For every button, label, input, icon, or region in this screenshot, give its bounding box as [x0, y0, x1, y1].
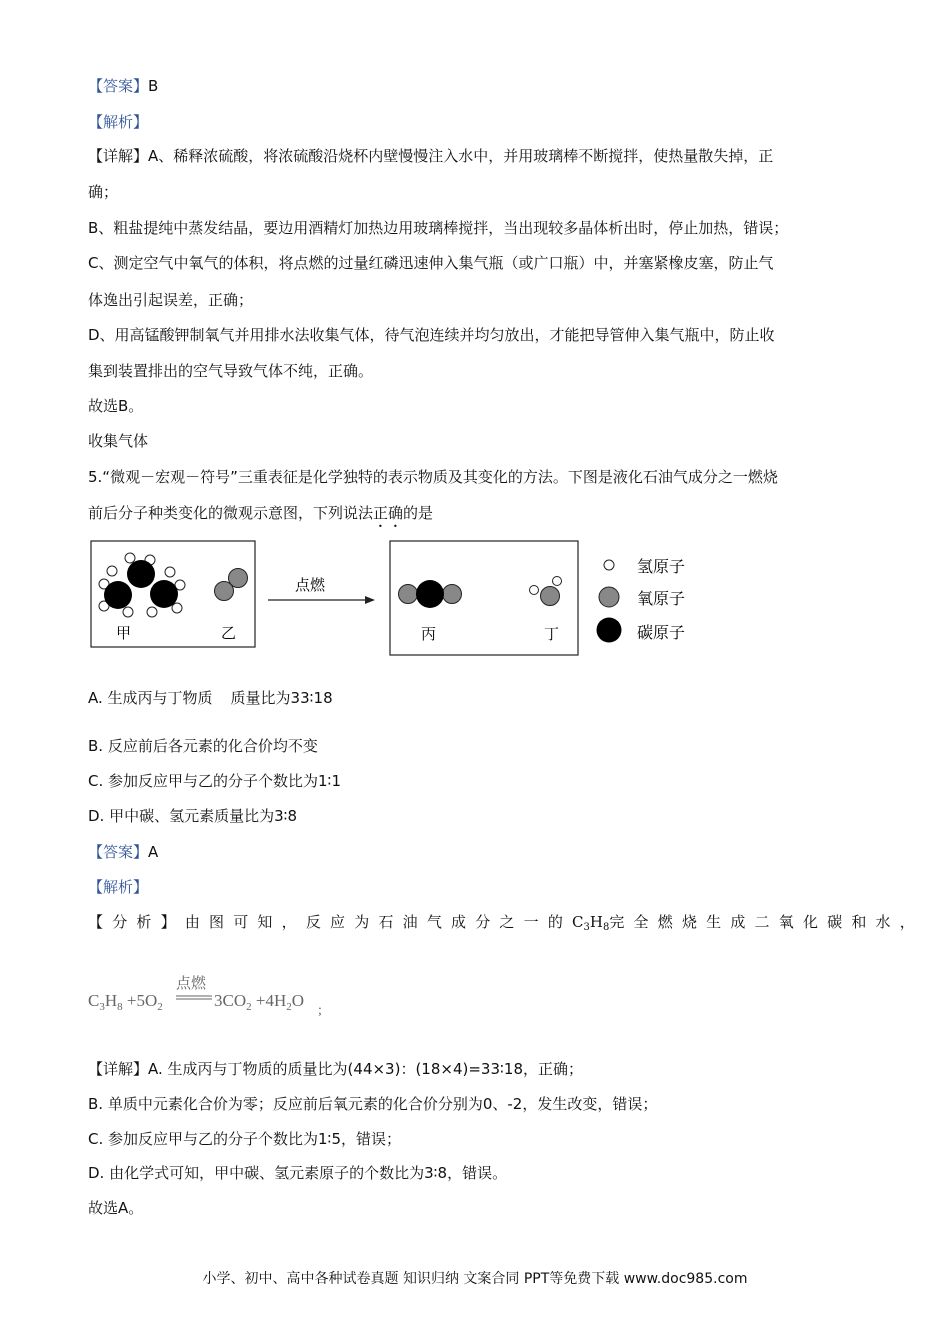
- page-footer: 小学、初中、高中各种试卷真题 知识归纳 文案合同 PPT等免费下载 www.doc985.com: [202, 1271, 748, 1287]
- equation-products: $3CO_2 +4H_2O$: [214, 991, 305, 1013]
- propane-formula: $C_3H_8$: [572, 913, 610, 933]
- detail-label: 【详解】: [88, 147, 149, 165]
- q5-analysis-label: 【解析】: [88, 878, 149, 896]
- q4-detail-c: C、测定空气中氧气的体积，将点燃的过量红磷迅速伸入集气瓶（或广口瓶）中，并塞紧橡皮塞，防止气: [88, 254, 774, 272]
- label-yi: 乙: [221, 624, 237, 642]
- equation-reactant-propane: $C_3H_8 +5O_2$: [88, 991, 163, 1013]
- label-ding: 丁: [544, 625, 560, 643]
- q5-option-d: D. 甲中碳、氢元素质量比为3∶8: [88, 807, 298, 825]
- legend-hydrogen: 氢原子: [637, 557, 686, 576]
- equation-condition: 点燃: [176, 976, 207, 992]
- stem-text: 前后分子种类变化的微观示意图，下列说法: [88, 504, 374, 522]
- q5-option-a: [88, 688, 333, 708]
- stem-text-end: 的是: [403, 504, 434, 522]
- q5-option-b: B. 反应前后各元素的化合价均不变: [88, 737, 318, 755]
- q5-conclusion: 故选A。: [88, 1199, 144, 1217]
- emphasis-word: 正确: [373, 504, 404, 522]
- q5-analysis-text: [88, 912, 924, 938]
- water-molecule-icon: [530, 577, 562, 606]
- hydrogen-atom-icon: [604, 560, 614, 570]
- arrow-head-icon: [365, 596, 375, 604]
- q4-detail-b: B、粗盐提纯中蒸发结晶，要边用酒精灯加热边用玻璃棒搅拌，当出现较多晶体析出时，停止加热，错误；: [88, 219, 789, 237]
- q5-detail-a: [88, 1059, 583, 1079]
- answer-label: 【答案】: [88, 843, 149, 861]
- analysis-text-pre: 由图可知，反应为石油气成分之一的: [184, 913, 573, 931]
- equation-semicolon: ;: [318, 1003, 322, 1018]
- carbon-atom-icon: [597, 618, 622, 643]
- q5-option-c: C. 参加反应甲与乙的分子个数比为1∶1: [88, 772, 342, 790]
- oxygen-atom-icon: [599, 587, 619, 607]
- q4-conclusion: 故选B。: [88, 397, 144, 415]
- q5-detail-b: B. 单质中元素化合价为零；反应前后氧元素的化合价分别为0、-2，发生改变，错误；: [88, 1095, 658, 1113]
- q5-answer: [88, 842, 158, 862]
- propane-molecule-icon: [99, 553, 185, 617]
- carbon-dioxide-molecule-icon: [399, 580, 462, 608]
- answer-label: 【答案】: [88, 77, 149, 95]
- q4-answer: [88, 76, 158, 96]
- label-jia: 甲: [116, 624, 132, 642]
- legend-oxygen: 氧原子: [637, 589, 686, 608]
- option-a-text: A. 生成丙与丁物质: [88, 689, 213, 707]
- arrow-label: 点燃: [295, 576, 326, 594]
- answer-value: B: [148, 77, 159, 95]
- q4-detail-d: D、用高锰酸钾制氧气并用排水法收集气体，待气泡连续并均匀放出，才能把导管伸入集气瓶中，防止收: [88, 326, 775, 344]
- q4-detail-d-cont: 集到装置排出的空气导致气体不纯，正确。: [88, 362, 374, 380]
- analysis-text-post: 完全燃烧生成二氧化碳和水，: [609, 913, 924, 931]
- q4-extra: 收集气体: [88, 432, 149, 450]
- detail-label: 【详解】: [88, 1060, 149, 1078]
- legend-carbon: 碳原子: [637, 623, 686, 642]
- reaction-diagram: [88, 538, 708, 658]
- q5-stem-line2: [88, 503, 433, 531]
- q4-analysis-label: 【解析】: [88, 113, 149, 131]
- q5-stem-line1: 5.“微观－宏观－符号”三重表征是化学独特的表示物质及其变化的方法。下图是液化石油气成分之一燃烧: [88, 468, 778, 486]
- oxygen-molecule-icon: [215, 569, 248, 601]
- label-bing: 丙: [421, 625, 437, 643]
- q5-detail-d: D. 由化学式可知，甲中碳、氢元素原子的个数比为3∶8，错误。: [88, 1164, 508, 1182]
- analysis-tag: 【分析】: [88, 913, 185, 931]
- detail-a-text: A. 生成丙与丁物质的质量比为(44×3)：(18×4)=33∶18，正确；: [148, 1060, 584, 1078]
- detail-a-text: A、稀释浓硫酸，将浓硫酸沿烧杯内壁慢慢注入水中，并用玻璃棒不断搅拌，使热量散失掉，正: [148, 147, 774, 165]
- q5-detail-c: C. 参加反应甲与乙的分子个数比为1∶5，错误；: [88, 1130, 402, 1148]
- option-a-ratio: 质量比为33∶18: [230, 689, 333, 707]
- q4-detail-c-cont: 体逸出引起误差，正确；: [88, 291, 254, 309]
- answer-value: A: [148, 843, 159, 861]
- q4-detail-a-cont: 确；: [88, 183, 119, 201]
- chemical-equation: [88, 972, 348, 1022]
- q4-detail-a: [88, 146, 773, 166]
